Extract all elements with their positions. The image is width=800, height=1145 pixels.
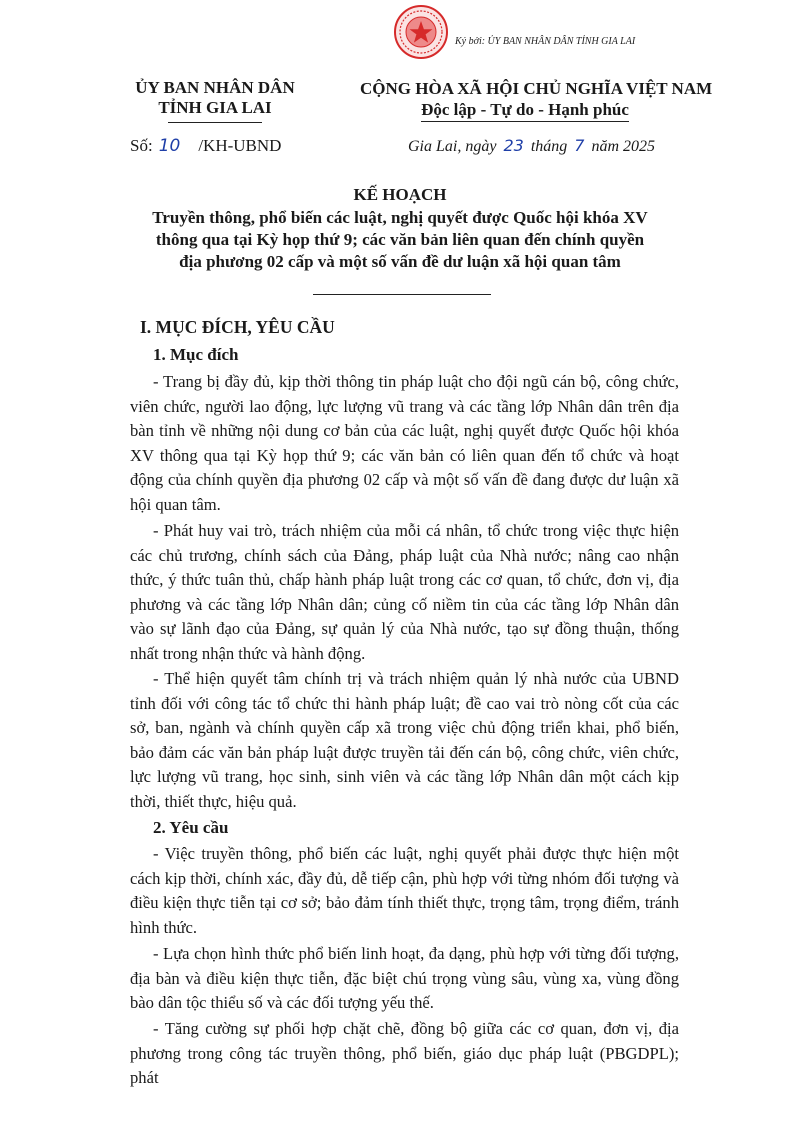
date-year: năm 2025	[591, 138, 656, 155]
subtitle-line-2: thông qua tại Kỳ họp thứ 9; các văn bản liên quan đến chính quyền	[155, 230, 645, 249]
doc-number-suffix: /KH-UBND	[198, 136, 282, 155]
section-heading-1: I. MỤC ĐÍCH, YÊU CẦU	[140, 317, 335, 337]
date-month-label: tháng	[530, 138, 568, 155]
subtitle-line-1: Truyền thông, phổ biến các luật, nghị quyết được Quốc hội khóa XV	[152, 208, 648, 227]
state-emblem-seal-icon	[393, 4, 449, 60]
date-line	[408, 136, 655, 156]
digital-signature-text: Ký bởi: ỦY BAN NHÂN DÂN TỈNH GIA LAI	[455, 36, 636, 47]
doc-number-handwritten: 10	[158, 136, 181, 156]
national-motto: Độc lập - Tự do - Hạnh phúc	[421, 99, 629, 122]
date-month: 7	[574, 136, 585, 155]
agency-line-1: ỦY BAN NHÂN DÂN	[135, 78, 295, 97]
document-title	[80, 183, 720, 273]
agency-line-2: TỈNH GIA LAI	[158, 98, 272, 117]
paragraph-requirement-3: - Tăng cường sự phối hợp chặt chẽ, đồng bộ giữa các cơ quan, đơn vị, địa phương trong công tác truyền thông, phổ biến, giáo dục pháp luật (PBGDPL); phát	[130, 1019, 679, 1088]
nation-name: CỘNG HÒA XÃ HỘI CHỦ NGHĨA VIỆT NAM	[360, 79, 713, 98]
paragraph-purpose-1: - Trang bị đầy đủ, kịp thời thông tin pháp luật cho đội ngũ cán bộ, công chức, viên chức, người lao động, lực lượng vũ trang và các tầng lớp Nhân dân trên địa bàn tỉnh về những nội dung cơ bản của các luật, nghị quyết được Quốc hội khóa XV thông qua tại Kỳ họp thứ 9; các văn bản có liên quan đến tổ chức và hoạt động của chính quyền địa phương 02 cấp và một số vấn đề đang được dư luận xã hội quan tâm.	[130, 372, 679, 514]
subsection-heading-purpose: 1. Mục đích	[153, 345, 239, 364]
paragraph-requirement-1: - Việc truyền thông, phổ biến các luật, nghị quyết phải được thực hiện một cách kịp thời, chính xác, đầy đủ, dễ tiếp cận, phù hợp với từng nhóm đối tượng và điều kiện thực tiễn tại cơ sở; bảo đảm tính thiết thực, trọng tâm, trọng điểm, tránh hình thức.	[130, 844, 679, 937]
document-number	[130, 136, 281, 156]
date-place: Gia Lai, ngày	[408, 138, 497, 155]
subsection-heading-requirements: 2. Yêu cầu	[153, 818, 229, 837]
title-main: KẾ HOẠCH	[353, 185, 447, 204]
paragraph-purpose-2: - Phát huy vai trò, trách nhiệm của mỗi cá nhân, tổ chức trong việc thực hiện các chủ trương, chính sách của Đảng, pháp luật của Nhà nước; nâng cao nhận thức, ý thức tuân thủ, chấp hành pháp luật trong các cơ quan, tổ chức, đơn vị, địa phương và các tầng lớp Nhân dân; củng cố niềm tin của các tầng lớp Nhân dân vào sự lãnh đạo của Đảng, sự quản lý của Nhà nước, tạo sự đồng thuận, thống nhất trong nhận thức và hành động.	[130, 521, 679, 663]
date-day: 23	[503, 136, 524, 155]
title-subtitle	[80, 207, 720, 273]
paragraph-purpose-3: - Thể hiện quyết tâm chính trị và trách nhiệm quản lý nhà nước của UBND tỉnh đối với công tác tổ chức thi hành pháp luật; đề cao vai trò nòng cốt của các sở, ban, ngành và chính quyền cấp xã trong việc chủ động triển khai, phổ biến, bảo đảm các văn bản pháp luật được truyền tải đến cán bộ, công chức, viên chức, lực lượng vũ trang, học sinh, sinh viên và các tầng lớp Nhân dân một cách kịp thời, thiết thực, hiệu quả.	[130, 669, 679, 811]
subtitle-line-3: địa phương 02 cấp và một số vấn đề dư luận xã hội quan tâm	[179, 252, 621, 271]
national-header	[360, 78, 713, 122]
paragraph-requirement-2: - Lựa chọn hình thức phổ biến linh hoạt, đa dạng, phù hợp với từng đối tượng, địa bàn và điều kiện thực tiễn, đặc biệt chú trọng vùng sâu, vùng xa, vùng đồng bào dân tộc thiểu số và các đối tượng yếu thế.	[130, 944, 679, 1013]
doc-number-prefix: Số:	[130, 136, 153, 155]
title-underline	[313, 294, 491, 295]
agency-underline	[168, 122, 262, 123]
issuing-agency	[120, 78, 310, 118]
